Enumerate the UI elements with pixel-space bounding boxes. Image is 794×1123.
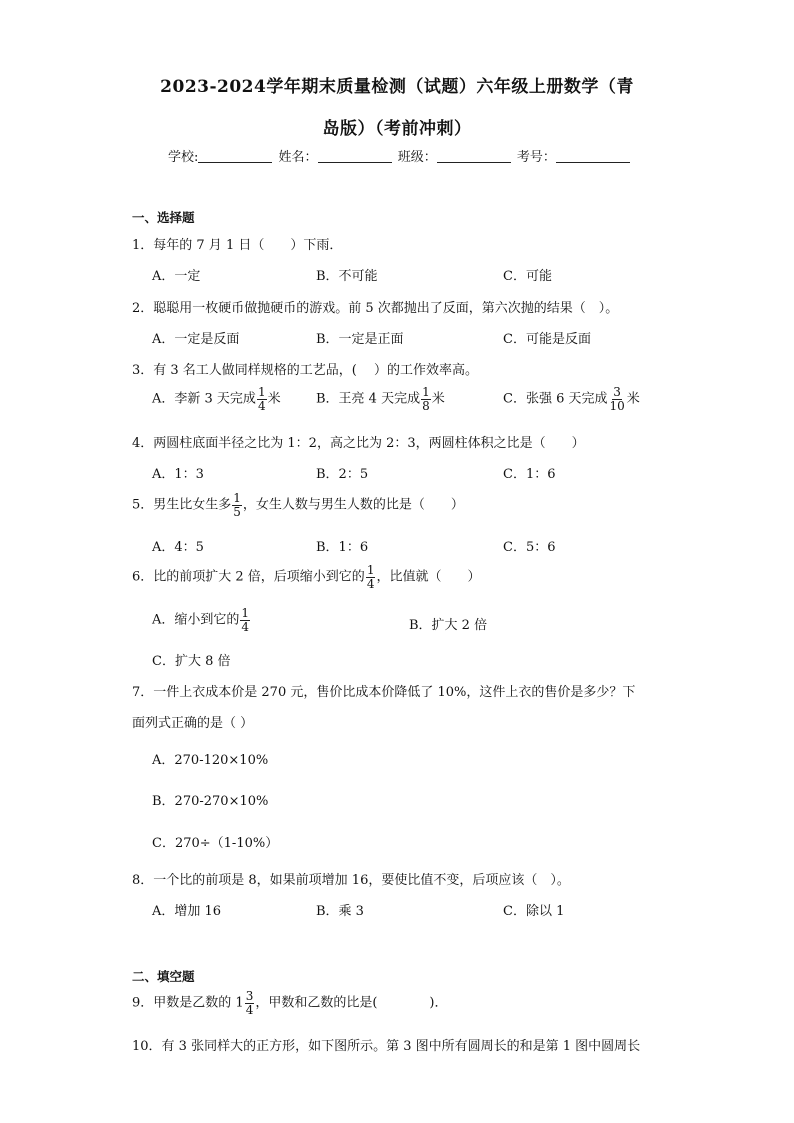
denominator: 5 <box>233 504 241 519</box>
section-heading-fill: 二、填空题 <box>132 969 195 984</box>
q6-text-pre: 6．比的前项扩大 2 倍，后项缩小到它的 <box>132 569 365 585</box>
q6-fraction <box>366 564 376 590</box>
student-info-row <box>168 146 632 165</box>
q5-option-a: A．4：5 <box>152 540 204 555</box>
numerator: 3 <box>613 385 621 399</box>
q1-option-b: B．不可能 <box>316 269 378 284</box>
q3-option-b <box>316 386 445 412</box>
q5-option-c: C．5：6 <box>503 540 556 555</box>
school-blank <box>198 150 272 163</box>
q5-text-post: ，女生人数与男生人数的比是（ ） <box>242 497 464 513</box>
q5-text-pre: 5．男生比女生多 <box>132 497 232 513</box>
q6-a-fraction <box>240 607 250 633</box>
denominator: 10 <box>609 398 625 413</box>
q4-option-b: B．2：5 <box>316 467 369 482</box>
class-blank <box>437 150 511 163</box>
question-4: 4．两圆柱底面半径之比为 1：2，高之比为 2：3，两圆柱体积之比是（ ） <box>132 436 585 451</box>
numerator: 1 <box>366 563 375 577</box>
q6-option-c: C．扩大 8 倍 <box>152 654 231 669</box>
name-label: 姓名： <box>278 150 318 165</box>
question-10: 10．有 3 张同样大的正方形，如下图所示。第 3 图中所有圆周长的和是第 1 图中圆周长 <box>132 1039 641 1054</box>
q3-c-fraction <box>608 386 625 412</box>
q3-b-text: B．王亮 4 天完成 <box>316 391 421 407</box>
section-heading-choice: 一、选择题 <box>132 210 195 225</box>
numerator: 1 <box>241 606 250 620</box>
question-5 <box>132 492 464 518</box>
question-8: 8．一个比的前项是 8，如果前项增加 16，要使比值不变，后项应该（ ）。 <box>132 873 570 888</box>
denominator: 4 <box>245 1002 254 1017</box>
numerator: 1 <box>257 385 266 399</box>
q7-option-a: A．270-120×10% <box>152 753 269 768</box>
q5-fraction <box>232 492 242 518</box>
denominator: 4 <box>241 619 250 634</box>
question-9 <box>132 990 447 1016</box>
q8-option-c: C．除以 1 <box>503 904 565 919</box>
q6-text-post: ，比值就（ ） <box>376 569 481 585</box>
question-1: 1．每年的 7 月 1 日（ ）下雨． <box>132 238 343 253</box>
number-blank <box>556 150 630 163</box>
q6-option-a <box>152 607 251 633</box>
number-label: 考号： <box>516 150 556 165</box>
q3-b-unit: 米 <box>431 391 445 407</box>
q3-c-text: C．张强 6 天完成 <box>503 391 608 407</box>
q3-a-text: A．李新 3 天完成 <box>152 391 256 407</box>
q7-option-b: B．270-270×10% <box>152 794 269 809</box>
question-3: 3．有 3 名工人做同样规格的工艺品，( ）的工作效率高。 <box>132 363 479 378</box>
q7-option-c: C．270÷（1-10%） <box>152 836 279 851</box>
question-6 <box>132 564 480 590</box>
q4-option-a: A．1：3 <box>152 467 204 482</box>
denominator: 8 <box>422 398 430 413</box>
q2-option-b: B．一定是正面 <box>316 332 404 347</box>
q3-option-a <box>152 386 281 412</box>
q3-a-fraction <box>257 386 267 412</box>
numerator: 1 <box>233 491 241 505</box>
q5-option-b: B．1：6 <box>316 540 369 555</box>
denominator: 4 <box>366 576 375 591</box>
numerator: 3 <box>245 989 254 1003</box>
q2-option-a: A．一定是反面 <box>152 332 240 347</box>
title-line-1: 2023-2024学年期末质量检测（试题）六年级上册数学（青 <box>160 77 634 97</box>
q8-option-a: A．增加 16 <box>152 904 222 919</box>
denominator: 4 <box>257 398 266 413</box>
class-label: 班级： <box>397 150 437 165</box>
name-blank <box>318 150 392 163</box>
q9-text-pre: 9．甲数是乙数的 1 <box>132 995 244 1011</box>
q2-option-c: C．可能是反面 <box>503 332 591 347</box>
title-line-2: 岛版）（考前冲刺） <box>322 119 472 139</box>
school-label: 学校: <box>168 150 199 165</box>
question-7-line-1: 7．一件上衣成本价是 270 元，售价比成本价降低了 10%，这件上衣的售价是多少？下 <box>132 685 636 700</box>
q9-text-post: ，甲数和乙数的比是( )． <box>255 995 448 1011</box>
q3-c-unit: 米 <box>626 391 640 407</box>
q4-option-c: C．1：6 <box>503 467 556 482</box>
q3-option-c <box>503 386 640 412</box>
q1-option-c: C．可能 <box>503 269 552 284</box>
numerator: 1 <box>422 385 430 399</box>
q8-option-b: B．乘 3 <box>316 904 364 919</box>
q3-b-fraction <box>421 386 431 412</box>
question-7-line-2: 面列式正确的是（ ） <box>132 716 254 731</box>
q6-option-b: B．扩大 2 倍 <box>409 618 488 633</box>
q1-option-a: A．一定 <box>152 269 201 284</box>
q3-a-unit: 米 <box>267 391 281 407</box>
q9-fraction <box>245 990 255 1016</box>
q6-a-text: A．缩小到它的 <box>152 612 240 628</box>
question-2: 2．聪聪用一枚硬币做抛硬币的游戏。前 5 次都抛出了反面，第六次抛的结果（ ）。 <box>132 301 619 316</box>
